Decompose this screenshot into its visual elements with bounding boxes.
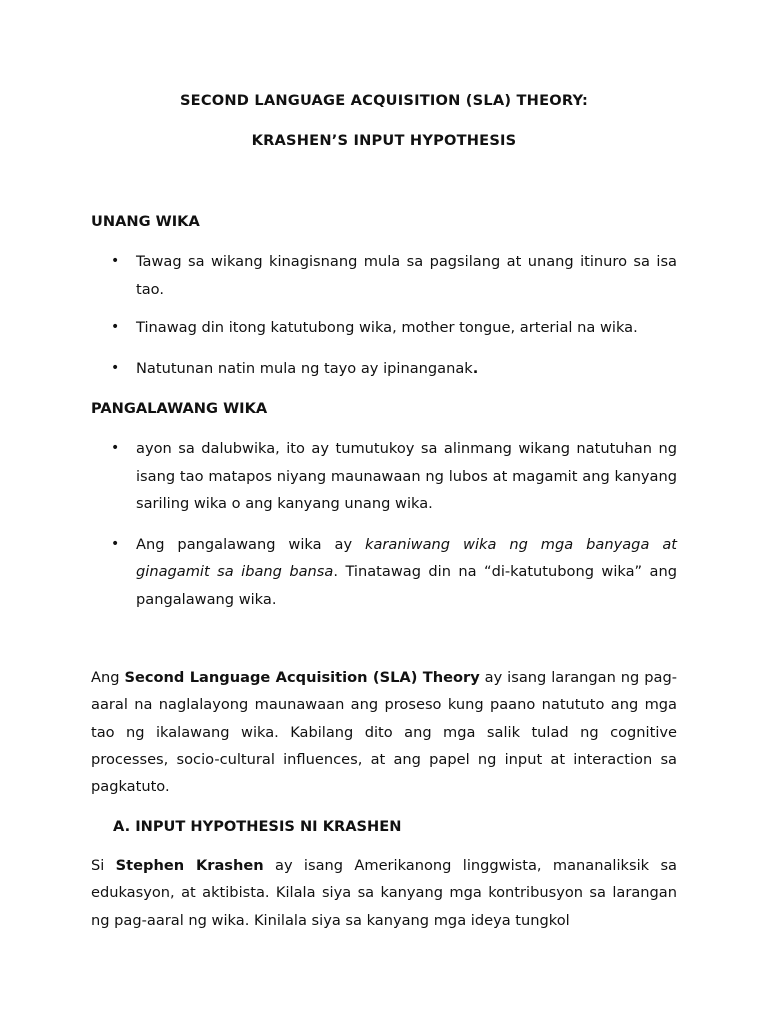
heading-unang-wika: UNANG WIKA xyxy=(91,213,200,230)
krashen-paragraph-pre: Si xyxy=(91,857,116,874)
bullet-icon: • xyxy=(111,359,120,376)
list-item xyxy=(91,355,677,383)
document-title-line-1: SECOND LANGUAGE ACQUISITION (SLA) THEORY: xyxy=(179,92,589,109)
list-item xyxy=(91,531,677,614)
sla-paragraph-post: ay isang larangan ng pag-aaral na naglalayong maunawaan ang proseso kung paano natututo ang mga tao ng ikalawang wika. Kabilang dito ang mga salik tulad ng cognitive processes, socio-cultural influences, at ang papel ng input at interaction sa pagkatuto. xyxy=(91,669,677,796)
list-item-text-pre: Ang pangalawang wika ay xyxy=(136,535,366,553)
heading-pangalawang-wika: PANGALAWANG WIKA xyxy=(91,400,268,417)
sla-paragraph-bold: Second Language Acquisition (SLA) Theory xyxy=(124,669,480,686)
bullet-icon: • xyxy=(111,535,120,552)
pangalawang-wika-list xyxy=(91,435,677,613)
krashen-paragraph-post: ay isang Amerikanong linggwista, mananaliksik sa edukasyon, at aktibista. Kilala siya sa kanyang mga kontribusyon sa larangan ng pag-aaral ng wika. Kinilala siya sa kanyang mga ideya tungkol xyxy=(91,857,677,929)
list-item xyxy=(91,314,677,342)
bullet-icon: • xyxy=(111,319,120,335)
bullet-icon: • xyxy=(111,253,120,269)
krashen-paragraph xyxy=(91,852,677,934)
heading-section-a: A. INPUT HYPOTHESIS NI KRASHEN xyxy=(113,818,402,835)
krashen-paragraph-bold: Stephen Krashen xyxy=(115,857,264,874)
list-item-text-post: . Tinatawag din na “di-katutubong wika” ang pangalawang wika. xyxy=(136,563,677,608)
list-item-text-italic: karaniwang wika ng mga banyaga at ginagamit sa ibang bansa xyxy=(136,535,677,580)
sla-paragraph-pre: Ang xyxy=(91,669,125,686)
list-item xyxy=(91,435,677,518)
sla-paragraph xyxy=(91,664,677,800)
bullet-icon: • xyxy=(111,440,120,456)
list-item-text: Tawag sa wikang kinagisnang mula sa pagsilang at unang itinuro sa isa tao. xyxy=(136,253,677,298)
list-item-text: Natutunan natin mula ng tayo ay ipinanganak xyxy=(136,359,473,377)
list-item xyxy=(91,248,677,303)
list-item-text: Tinawag din itong katutubong wika, mother tongue, arterial na wika. xyxy=(136,319,638,336)
list-item-end-mark: . xyxy=(472,359,479,377)
list-item-text: ayon sa dalubwika, ito ay tumutukoy sa alinmang wikang natutuhan ng isang tao matapos niyang maunawaan ng lubos at magamit ang kanyang sariling wika o ang kanyang unang wika. xyxy=(136,440,677,512)
unang-wika-list xyxy=(91,248,677,382)
document-title-line-2: KRASHEN’S INPUT HYPOTHESIS xyxy=(251,132,517,149)
